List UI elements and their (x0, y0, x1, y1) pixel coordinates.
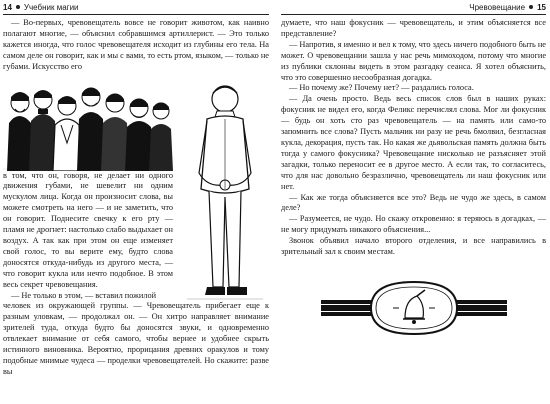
paragraph: — Как же тогда объясняется все это? Ведь не чудо же здесь, в самом деле? (281, 192, 546, 213)
paragraph: человек из окружающей группы. — Чревовещатель прибегает еще к разным уловкам, — продолжал он. — Он хитро направляет внимание зрителей туда, откуда будто бы доносятся звуки, и одновременно отвлекает внимание от себя самого, чтобы вернее и удобнее скрыть истинного виновника. Вероятно, прорицания древних оракулов и тому подобные мнимые чудеса — проделки чревовещателей. Но скажите: разве вы (3, 301, 269, 376)
running-title: Учебник магии (23, 3, 79, 12)
paragraph: — Не только в этом, — вставил пожилой (11, 290, 157, 300)
paragraph: — Но почему же? Почему нет? — раздались голоса. (289, 83, 474, 93)
paragraph: — Напротив, я именно и вел к тому, что здесь ничего подобного быть не может. О чревовещании зашла у нас речь мимоходом, потому что многие из публики склонны видеть в этом разгадку сеанса. Я хотел объяснить, что это совершенно несообразная догадка. (281, 39, 546, 82)
bullet-icon (16, 5, 20, 9)
running-head (281, 2, 546, 15)
paragraph: — Разумеется, не чудо. Но скажу откровенно: я теряюсь в догадках, — не могу придумать никакого объяснения... (281, 214, 546, 235)
text-beside-figure (3, 171, 269, 302)
right-page (275, 0, 550, 404)
page-number: 14 (3, 3, 12, 12)
running-title: Чревовещание (469, 3, 526, 12)
running-head (3, 2, 269, 15)
illustration-area (3, 73, 269, 171)
paragraph: — Да очень просто. Ведь весь список слов был в наших руках: фокусник не видел его, когда Феликс перечислял слова. Мог ли фокусник — будь он хоть сто раз чревовещатель — на память или само-то запомнить все слова? Пусть мальчик ни разу не речь бмолвил, безгласная кукла, декорация, пусть так. Но какая же дьявольская память должна быть тогда у самого фокусника? Чревовещание нисколько не разъясняет этой загадки, только переносит ее в другое место. А если так, то согласитесь, что для нас довольно безразлично, чревовещатель ли наш фокусник или нет. (281, 94, 546, 191)
paragraph: — Во-первых, чревовещатель вовсе не говорит животом, как наивно полагают многие, — объяснил собравшимся артиллерист. — Это только кажется иногда, что голос чревовещателя исходит из глубины его тела. На самом деле он говорит, как и мы с вами, то есть ртом, языком, — только не губами. Искусство его (3, 18, 269, 71)
crowd-illustration (3, 73, 173, 171)
paragraph-block (281, 18, 546, 258)
paragraph-block-top (3, 18, 269, 73)
figure-space (173, 171, 269, 302)
bullet-icon (529, 5, 533, 9)
paragraph: Звонок объявил начало второго отделения, и все направились в зрительный зал к своим местам. (281, 236, 546, 257)
paragraph-block-side (3, 171, 173, 302)
page-number: 15 (537, 3, 546, 12)
ornament-illustration (321, 278, 507, 338)
paragraph: думаете, что наш фокусник — чревовещатель, и этим объясняется все представление? (281, 18, 546, 38)
paragraph: в том, что он, говоря, не делает ни одного движения губами, не шевелит ни одним мускулом лица. Когда он произносит слова, вы можете смотреть на него — и не заметить, что он говорит. Поднесите свечку к его рту — пламя не дрогнет: настолько слабо выдыхает он воздух. А так как при этом он еще изменяет свой голос, то вы верите ему, будто слова доносятся откуда-нибудь из другого места, — что говорит кукла или нечто подобное. В этом весь секрет чревовещания. (3, 170, 173, 289)
